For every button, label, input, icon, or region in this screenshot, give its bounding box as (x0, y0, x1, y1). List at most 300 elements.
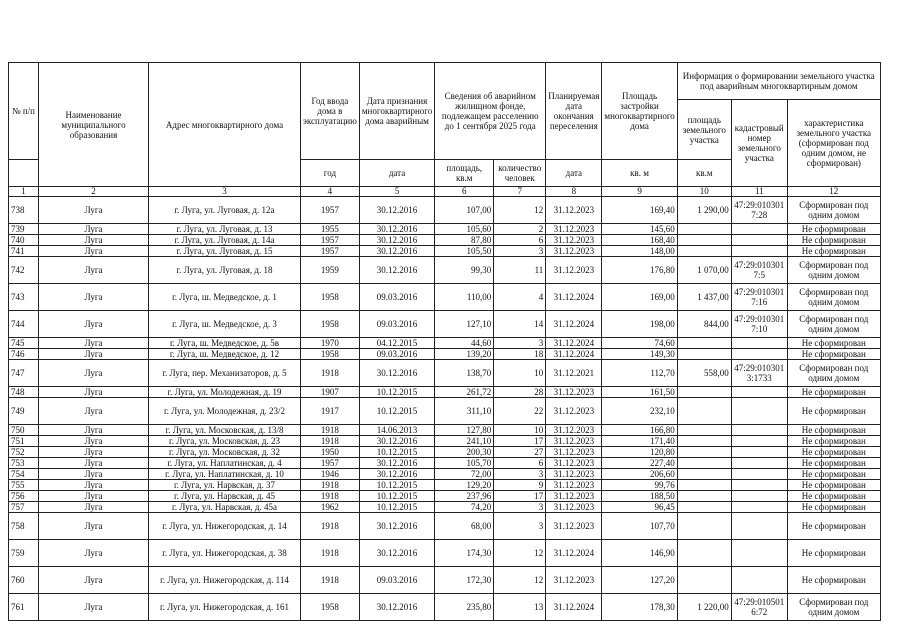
table-body (9, 197, 881, 621)
row-people: 10 (494, 360, 546, 387)
row-land-area (677, 425, 731, 436)
row-municipality: Луга (39, 311, 149, 338)
col-number: 8 (546, 187, 602, 197)
row-recognition-date: 30.12.2016 (359, 540, 434, 567)
header-planned-end: Планируемая дата окончания переселения (546, 63, 602, 160)
row-year: 1918 (301, 436, 360, 447)
row-address: г. Луга, ул. Молодежная, д. 23/2 (149, 398, 301, 425)
row-recognition-date: 30.12.2016 (359, 436, 434, 447)
row-build-area: 99,76 (602, 480, 677, 491)
row-year: 1918 (301, 480, 360, 491)
row-build-area: 176,80 (602, 257, 677, 284)
table-row (9, 284, 881, 311)
row-address: г. Луга, ш. Медведское, д. 5в (149, 338, 301, 349)
col-number: 5 (359, 187, 434, 197)
row-municipality: Луга (39, 338, 149, 349)
row-recognition-date: 09.03.2016 (359, 349, 434, 360)
row-land-char: Сформирован под одним домом (787, 284, 880, 311)
row-people: 3 (494, 469, 546, 480)
row-cadastral (731, 436, 787, 447)
row-planned-end: 31.12.2023 (546, 447, 602, 458)
row-year: 1907 (301, 387, 360, 398)
table-row (9, 540, 881, 567)
row-area: 127,10 (435, 311, 494, 338)
row-planned-end: 31.12.2023 (546, 398, 602, 425)
row-municipality: Луга (39, 447, 149, 458)
row-year: 1918 (301, 425, 360, 436)
row-people: 3 (494, 338, 546, 349)
row-planned-end: 31.12.2024 (546, 594, 602, 621)
table-row (9, 360, 881, 387)
row-land-area: 558,00 (677, 360, 731, 387)
table-row (9, 197, 881, 224)
row-number: 758 (9, 513, 39, 540)
row-people: 6 (494, 458, 546, 469)
row-planned-end: 31.12.2023 (546, 491, 602, 502)
row-build-area: 120,80 (602, 447, 677, 458)
row-area: 174,30 (435, 540, 494, 567)
row-cadastral (731, 246, 787, 257)
row-land-char: Не сформирован (787, 469, 880, 480)
row-municipality: Луга (39, 398, 149, 425)
row-people: 14 (494, 311, 546, 338)
row-planned-end: 31.12.2023 (546, 458, 602, 469)
row-cadastral: 47:29:010301 7:16 (731, 284, 787, 311)
row-address: г. Луга, ул. Нарвская, д. 45а (149, 502, 301, 513)
row-year: 1957 (301, 197, 360, 224)
row-land-area (677, 447, 731, 458)
row-recognition-date: 14.06.2013 (359, 425, 434, 436)
row-number: 749 (9, 398, 39, 425)
table-row (9, 387, 881, 398)
row-number: 755 (9, 480, 39, 491)
row-build-area: 96,45 (602, 502, 677, 513)
row-number: 754 (9, 469, 39, 480)
header-cadastral: кадастровый номер земельного участка (731, 100, 787, 187)
row-year: 1918 (301, 360, 360, 387)
row-people: 18 (494, 349, 546, 360)
row-year: 1918 (301, 491, 360, 502)
row-number: 743 (9, 284, 39, 311)
row-year: 1958 (301, 349, 360, 360)
row-build-area: 127,20 (602, 567, 677, 594)
row-planned-end: 31.12.2023 (546, 567, 602, 594)
row-municipality: Луга (39, 502, 149, 513)
row-planned-end: 31.12.2023 (546, 224, 602, 235)
row-build-area: 168,40 (602, 235, 677, 246)
table-row (9, 513, 881, 540)
row-people: 2 (494, 224, 546, 235)
row-planned-end: 31.12.2023 (546, 425, 602, 436)
row-land-char: Сформирован под одним домом (787, 197, 880, 224)
col-number: 1 (9, 187, 39, 197)
row-year: 1957 (301, 246, 360, 257)
row-land-area: 1 437,00 (677, 284, 731, 311)
row-people: 11 (494, 257, 546, 284)
header-municipality: Наименование муниципального образования (39, 63, 149, 187)
col-number: 2 (39, 187, 149, 197)
row-land-char: Не сформирован (787, 425, 880, 436)
row-land-area (677, 567, 731, 594)
row-land-area (677, 458, 731, 469)
row-area: 105,60 (435, 224, 494, 235)
row-year: 1970 (301, 338, 360, 349)
row-land-area (677, 235, 731, 246)
row-area: 237,96 (435, 491, 494, 502)
row-cadastral (731, 425, 787, 436)
row-land-char: Сформирован под одним домом (787, 311, 880, 338)
row-build-area: 178,30 (602, 594, 677, 621)
unit-year: год (301, 160, 360, 187)
row-planned-end: 31.12.2023 (546, 480, 602, 491)
row-municipality: Луга (39, 257, 149, 284)
row-year: 1918 (301, 540, 360, 567)
row-land-area (677, 469, 731, 480)
row-people: 9 (494, 480, 546, 491)
row-land-area (677, 436, 731, 447)
row-number: 741 (9, 246, 39, 257)
row-address: г. Луга, ул. Московская, д. 13/8 (149, 425, 301, 436)
row-address: г. Луга, ул. Нижегородская, д. 14 (149, 513, 301, 540)
row-build-area: 145,60 (602, 224, 677, 235)
row-people: 28 (494, 387, 546, 398)
row-land-char: Не сформирован (787, 480, 880, 491)
row-cadastral (731, 387, 787, 398)
row-number: 748 (9, 387, 39, 398)
row-number: 739 (9, 224, 39, 235)
row-cadastral (731, 338, 787, 349)
row-planned-end: 31.12.2024 (546, 540, 602, 567)
row-area: 107,00 (435, 197, 494, 224)
col-number: 10 (677, 187, 731, 197)
table-row (9, 458, 881, 469)
row-people: 13 (494, 594, 546, 621)
row-area: 105,50 (435, 246, 494, 257)
row-recognition-date: 09.03.2016 (359, 284, 434, 311)
row-number: 738 (9, 197, 39, 224)
row-planned-end: 31.12.2024 (546, 338, 602, 349)
row-area: 235,80 (435, 594, 494, 621)
row-people: 3 (494, 502, 546, 513)
row-address: г. Луга, ш. Медведское, д. 1 (149, 284, 301, 311)
row-build-area: 227,40 (602, 458, 677, 469)
row-cadastral (731, 469, 787, 480)
row-number: 760 (9, 567, 39, 594)
col-number: 4 (301, 187, 360, 197)
row-number: 742 (9, 257, 39, 284)
col-number: 7 (494, 187, 546, 197)
row-build-area: 148,00 (602, 246, 677, 257)
row-year: 1959 (301, 257, 360, 284)
header-num-blank (9, 160, 39, 187)
row-municipality: Луга (39, 436, 149, 447)
row-cadastral (731, 398, 787, 425)
row-year: 1918 (301, 567, 360, 594)
row-address: г. Луга, ул. Наплатинская, д. 4 (149, 458, 301, 469)
row-cadastral (731, 502, 787, 513)
row-build-area: 188,50 (602, 491, 677, 502)
row-land-area: 1 290,00 (677, 197, 731, 224)
row-land-char: Не сформирован (787, 458, 880, 469)
row-year: 1957 (301, 235, 360, 246)
row-land-area (677, 398, 731, 425)
row-land-char: Не сформирован (787, 513, 880, 540)
col-number: 12 (787, 187, 880, 197)
table-header (9, 63, 881, 197)
table-row (9, 447, 881, 458)
row-cadastral: 47:29:010501 6:72 (731, 594, 787, 621)
row-number: 747 (9, 360, 39, 387)
row-build-area: 149,30 (602, 349, 677, 360)
row-planned-end: 31.12.2024 (546, 284, 602, 311)
row-land-char: Не сформирован (787, 387, 880, 398)
row-planned-end: 31.12.2021 (546, 360, 602, 387)
row-number: 756 (9, 491, 39, 502)
table-row (9, 224, 881, 235)
table-row (9, 491, 881, 502)
header-address: Адрес многоквартирного дома (149, 63, 301, 187)
row-cadastral (731, 567, 787, 594)
row-municipality: Луга (39, 513, 149, 540)
register-table-container (8, 62, 881, 621)
header-land-info: Информация о формировании земельного участка под аварийным многоквартирным домом (677, 63, 880, 100)
unit-build-area: кв. м (602, 160, 677, 187)
row-recognition-date: 10.12.2015 (359, 387, 434, 398)
table-row (9, 502, 881, 513)
row-cadastral (731, 540, 787, 567)
table-row (9, 398, 881, 425)
row-year: 1958 (301, 311, 360, 338)
row-recognition-date: 30.12.2016 (359, 257, 434, 284)
row-build-area: 169,40 (602, 197, 677, 224)
row-number: 761 (9, 594, 39, 621)
row-people: 22 (494, 398, 546, 425)
row-recognition-date: 10.12.2015 (359, 480, 434, 491)
row-recognition-date: 30.12.2016 (359, 360, 434, 387)
row-number: 745 (9, 338, 39, 349)
row-number: 750 (9, 425, 39, 436)
row-municipality: Луга (39, 540, 149, 567)
row-address: г. Луга, ул. Московская, д. 32 (149, 447, 301, 458)
col-number: 11 (731, 187, 787, 197)
row-year: 1957 (301, 458, 360, 469)
row-cadastral (731, 235, 787, 246)
row-recognition-date: 10.12.2015 (359, 398, 434, 425)
row-build-area: 107,70 (602, 513, 677, 540)
row-land-area (677, 502, 731, 513)
row-recognition-date: 30.12.2016 (359, 224, 434, 235)
row-year: 1962 (301, 502, 360, 513)
row-people: 27 (494, 447, 546, 458)
row-planned-end: 31.12.2023 (546, 513, 602, 540)
row-year: 1950 (301, 447, 360, 458)
row-area: 105,70 (435, 458, 494, 469)
row-number: 740 (9, 235, 39, 246)
row-recognition-date: 10.12.2015 (359, 491, 434, 502)
row-address: г. Луга, ш. Медведское, д. 12 (149, 349, 301, 360)
row-planned-end: 31.12.2023 (546, 469, 602, 480)
row-municipality: Луга (39, 567, 149, 594)
row-area: 72,00 (435, 469, 494, 480)
row-land-area (677, 491, 731, 502)
row-area: 138,70 (435, 360, 494, 387)
row-build-area: 198,00 (602, 311, 677, 338)
row-address: г. Луга, ул. Нижегородская, д. 114 (149, 567, 301, 594)
row-area: 139,20 (435, 349, 494, 360)
row-people: 6 (494, 235, 546, 246)
row-municipality: Луга (39, 224, 149, 235)
row-land-area (677, 224, 731, 235)
col-number: 6 (435, 187, 494, 197)
row-build-area: 161,50 (602, 387, 677, 398)
row-area: 172,30 (435, 567, 494, 594)
row-land-char: Не сформирован (787, 447, 880, 458)
row-area: 87,80 (435, 235, 494, 246)
col-number: 3 (149, 187, 301, 197)
row-planned-end: 31.12.2023 (546, 235, 602, 246)
row-cadastral: 47:29:010301 3:1733 (731, 360, 787, 387)
row-number: 744 (9, 311, 39, 338)
row-planned-end: 31.12.2023 (546, 197, 602, 224)
row-land-char: Не сформирован (787, 567, 880, 594)
row-recognition-date: 30.12.2016 (359, 469, 434, 480)
row-land-area (677, 246, 731, 257)
row-land-char: Не сформирован (787, 224, 880, 235)
row-area: 99,30 (435, 257, 494, 284)
row-address: г. Луга, ул. Луговая, д. 13 (149, 224, 301, 235)
row-area: 68,00 (435, 513, 494, 540)
row-build-area: 171,40 (602, 436, 677, 447)
row-year: 1917 (301, 398, 360, 425)
row-number: 753 (9, 458, 39, 469)
row-build-area: 206,60 (602, 469, 677, 480)
row-land-area (677, 480, 731, 491)
row-land-area (677, 387, 731, 398)
row-cadastral (731, 349, 787, 360)
table-row (9, 235, 881, 246)
row-recognition-date: 30.12.2016 (359, 246, 434, 257)
row-recognition-date: 30.12.2016 (359, 513, 434, 540)
row-area: 311,10 (435, 398, 494, 425)
row-recognition-date: 30.12.2016 (359, 458, 434, 469)
table-row (9, 480, 881, 491)
row-municipality: Луга (39, 360, 149, 387)
row-recognition-date: 10.12.2015 (359, 502, 434, 513)
row-year: 1958 (301, 284, 360, 311)
row-planned-end: 31.12.2023 (546, 257, 602, 284)
row-recognition-date: 30.12.2016 (359, 594, 434, 621)
row-area: 200,30 (435, 447, 494, 458)
row-area: 110,00 (435, 284, 494, 311)
header-num: № п/п (9, 63, 39, 160)
row-land-char: Не сформирован (787, 338, 880, 349)
row-area: 127,80 (435, 425, 494, 436)
row-year: 1958 (301, 594, 360, 621)
row-municipality: Луга (39, 458, 149, 469)
row-land-char: Не сформирован (787, 398, 880, 425)
row-land-char: Не сформирован (787, 502, 880, 513)
row-address: г. Луга, ул. Наплатинская, д. 10 (149, 469, 301, 480)
row-cadastral (731, 480, 787, 491)
row-land-char: Не сформирован (787, 349, 880, 360)
row-municipality: Луга (39, 425, 149, 436)
row-address: г. Луга, пер. Механизаторов, д. 5 (149, 360, 301, 387)
row-cadastral: 47:29:010301 7:28 (731, 197, 787, 224)
row-cadastral (731, 513, 787, 540)
row-land-area (677, 540, 731, 567)
row-address: г. Луга, ул. Нарвская, д. 45 (149, 491, 301, 502)
row-cadastral (731, 447, 787, 458)
col-number: 9 (602, 187, 677, 197)
unit-date: дата (359, 160, 434, 187)
row-municipality: Луга (39, 246, 149, 257)
row-number: 746 (9, 349, 39, 360)
row-area: 129,20 (435, 480, 494, 491)
row-cadastral: 47:29:010301 7:5 (731, 257, 787, 284)
row-people: 12 (494, 567, 546, 594)
row-planned-end: 31.12.2023 (546, 387, 602, 398)
row-land-char: Не сформирован (787, 491, 880, 502)
table-row (9, 311, 881, 338)
row-address: г. Луга, ул. Луговая, д. 12а (149, 197, 301, 224)
row-recognition-date: 09.03.2016 (359, 567, 434, 594)
row-municipality: Луга (39, 197, 149, 224)
row-land-char: Не сформирован (787, 436, 880, 447)
table-row (9, 349, 881, 360)
row-address: г. Луга, ул. Нижегородская, д. 161 (149, 594, 301, 621)
row-address: г. Луга, ул. Луговая, д. 15 (149, 246, 301, 257)
row-municipality: Луга (39, 284, 149, 311)
row-people: 4 (494, 284, 546, 311)
row-address: г. Луга, ул. Нижегородская, д. 38 (149, 540, 301, 567)
row-year: 1955 (301, 224, 360, 235)
row-people: 12 (494, 197, 546, 224)
row-municipality: Луга (39, 491, 149, 502)
row-year: 1946 (301, 469, 360, 480)
row-municipality: Луга (39, 594, 149, 621)
header-year: Год ввода дома в эксплуатацию (301, 63, 360, 160)
row-land-area: 1 220,00 (677, 594, 731, 621)
row-land-char: Не сформирован (787, 235, 880, 246)
row-recognition-date: 30.12.2016 (359, 197, 434, 224)
row-planned-end: 31.12.2023 (546, 436, 602, 447)
header-recognition-date: Дата признания многоквартирного дома аварийным (359, 63, 434, 160)
table-row (9, 425, 881, 436)
row-municipality: Луга (39, 469, 149, 480)
row-area: 241,10 (435, 436, 494, 447)
row-address: г. Луга, ул. Луговая, д. 14а (149, 235, 301, 246)
column-numbers-row (9, 187, 881, 197)
row-number: 752 (9, 447, 39, 458)
row-land-area (677, 513, 731, 540)
emergency-housing-table (8, 62, 881, 621)
row-planned-end: 31.12.2023 (546, 502, 602, 513)
row-area: 74,20 (435, 502, 494, 513)
row-year: 1918 (301, 513, 360, 540)
row-land-char: Сформирован под одним домом (787, 360, 880, 387)
row-cadastral: 47:29:010301 7:10 (731, 311, 787, 338)
row-people: 3 (494, 246, 546, 257)
table-row (9, 469, 881, 480)
row-cadastral (731, 491, 787, 502)
row-land-area (677, 349, 731, 360)
row-recognition-date: 10.12.2015 (359, 447, 434, 458)
row-address: г. Луга, ул. Луговая, д. 18 (149, 257, 301, 284)
row-address: г. Луга, ул. Московская, д. 23 (149, 436, 301, 447)
row-cadastral (731, 224, 787, 235)
row-people: 3 (494, 513, 546, 540)
unit-land-area: кв.м (677, 160, 731, 187)
